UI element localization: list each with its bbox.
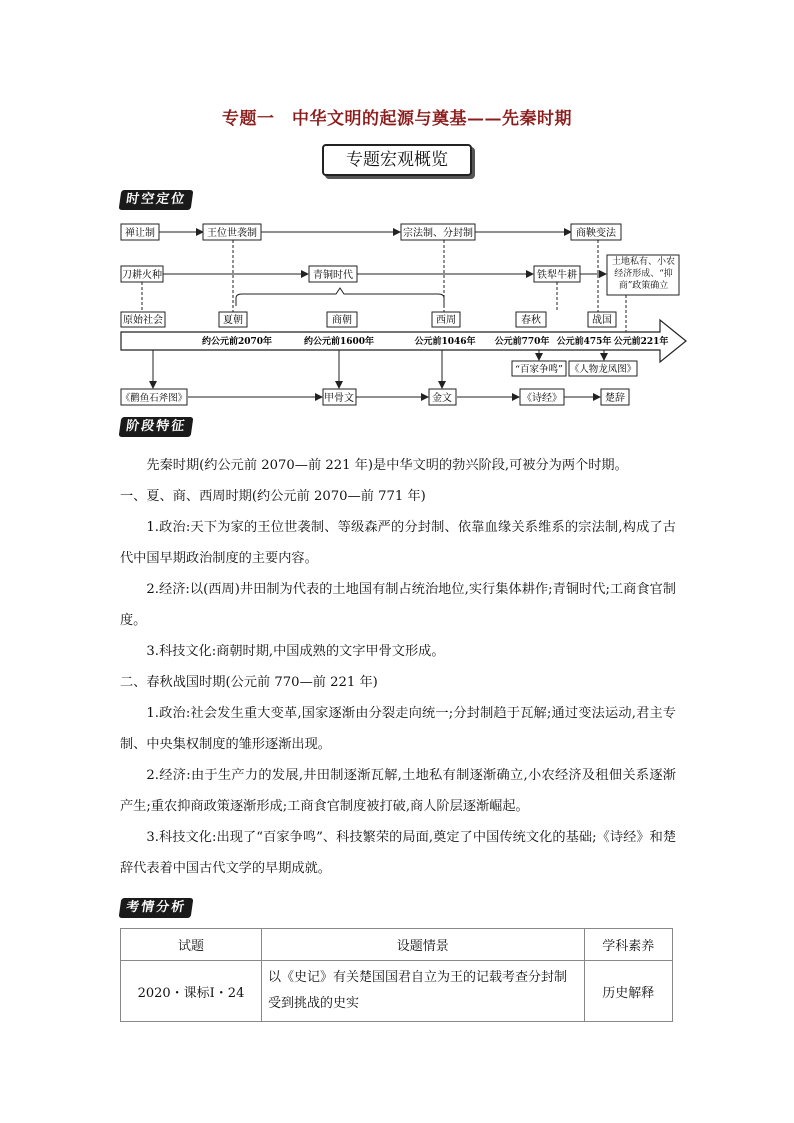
culture-bottom-4: 楚辞 — [605, 393, 625, 404]
period-5: 战国 — [592, 315, 612, 326]
date-3: 公元前770年 — [494, 337, 550, 347]
cell-question: 2020・课标Ⅰ・24 — [121, 961, 262, 1022]
economy-0: 刀耕火种 — [122, 270, 162, 281]
period-4: 春秋 — [521, 315, 541, 326]
section-label-exam: 考情分析 — [119, 898, 194, 918]
date-4: 公元前475年 — [556, 337, 612, 347]
table-row — [121, 961, 673, 1022]
stage-part2-heading: 二、春秋战国时期(公元前 770—前 221 年) — [120, 675, 378, 690]
culture-mid-0: “百家争鸣” — [515, 364, 563, 375]
economy-2: 铁犁牛耕 — [537, 270, 577, 281]
stage-part1-item-3: 3.科技文化:商朝时期,中国成熟的文字甲骨文形成。 — [146, 644, 445, 659]
header-question: 试题 — [121, 929, 262, 961]
politics-1: 王位世袭制 — [207, 228, 257, 239]
page-title: 专题一 中华文明的起源与奠基——先秦时期 — [222, 109, 572, 129]
economy-note: 土地私有、小农经济形成、“抑商”政策确立 — [611, 257, 675, 291]
exam-table-header — [121, 929, 673, 961]
period-0: 原始社会 — [123, 315, 163, 326]
date-5: 公元前221年 — [613, 337, 669, 347]
header-scenario: 设题情景 — [261, 929, 584, 961]
section-label-stage: 阶段特征 — [119, 417, 194, 437]
stage-part2-item-1: 1.政治:社会发生重大变革,国家逐渐由分裂走向统一;分封制趋于瓦解;通过变法运动,君主专制、中央集权制度的雏形逐渐出现。 — [120, 706, 676, 752]
overview-banner: 专题宏观概览 — [322, 144, 472, 176]
exam-table — [120, 928, 673, 1022]
economy-1: 青铜时代 — [313, 270, 353, 281]
stage-intro: 先秦时期(约公元前 2070—前 221 年)是中华文明的勃兴阶段,可被分为两个时期。 — [146, 458, 628, 473]
date-2: 公元前1046年 — [414, 337, 476, 347]
stage-part1-item-2: 2.经济:以(西周)井田制为代表的土地国有制占统治地位,实行集体耕作;青铜时代;工商食官制度。 — [120, 582, 676, 628]
culture-bottom-3: 《诗经》 — [522, 393, 562, 404]
header-literacy: 学科素养 — [584, 929, 672, 961]
period-3: 西周 — [436, 315, 456, 326]
culture-bottom-0: 《鹳鱼石斧图》 — [120, 393, 188, 404]
cell-literacy: 历史解释 — [584, 961, 672, 1022]
timeline-diagram — [0, 0, 794, 420]
politics-3: 商鞅变法 — [576, 228, 616, 239]
period-2: 商朝 — [332, 315, 352, 326]
culture-mid-1: 《人物龙凤图》 — [569, 364, 637, 375]
period-1: 夏朝 — [223, 315, 243, 326]
date-0: 约公元前2070年 — [201, 337, 273, 347]
culture-bottom-2: 金文 — [432, 393, 452, 404]
stage-part2-item-3: 3.科技文化:出现了“百家争鸣”、科技繁荣的局面,奠定了中国传统文化的基础;《诗经》和楚辞代表着中国古代文学的早期成就。 — [120, 830, 676, 876]
date-1: 约公元前1600年 — [303, 337, 375, 347]
stage-part1-heading: 一、夏、商、西周时期(约公元前 2070—前 771 年) — [120, 489, 426, 504]
politics-2: 宗法制、分封制 — [403, 228, 473, 239]
section-label-timeline: 时空定位 — [119, 190, 194, 210]
culture-bottom-1: 甲骨文 — [324, 393, 354, 404]
stage-part2-item-2: 2.经济:由于生产力的发展,井田制逐渐瓦解,土地私有制逐渐确立,小农经济及租佃关系逐渐产生;重农抑商政策逐渐形成;工商食官制度被打破,商人阶层逐渐崛起。 — [120, 768, 676, 814]
stage-body — [120, 450, 676, 884]
cell-scenario: 以《史记》有关楚国国君自立为王的记载考查分封制受到挑战的史实 — [261, 961, 584, 1022]
stage-part1-item-1: 1.政治:天下为家的王位世袭制、等级森严的分封制、依靠血缘关系维系的宗法制,构成了古代中国早期政治制度的主要内容。 — [120, 520, 676, 566]
politics-0: 禅让制 — [125, 228, 155, 239]
